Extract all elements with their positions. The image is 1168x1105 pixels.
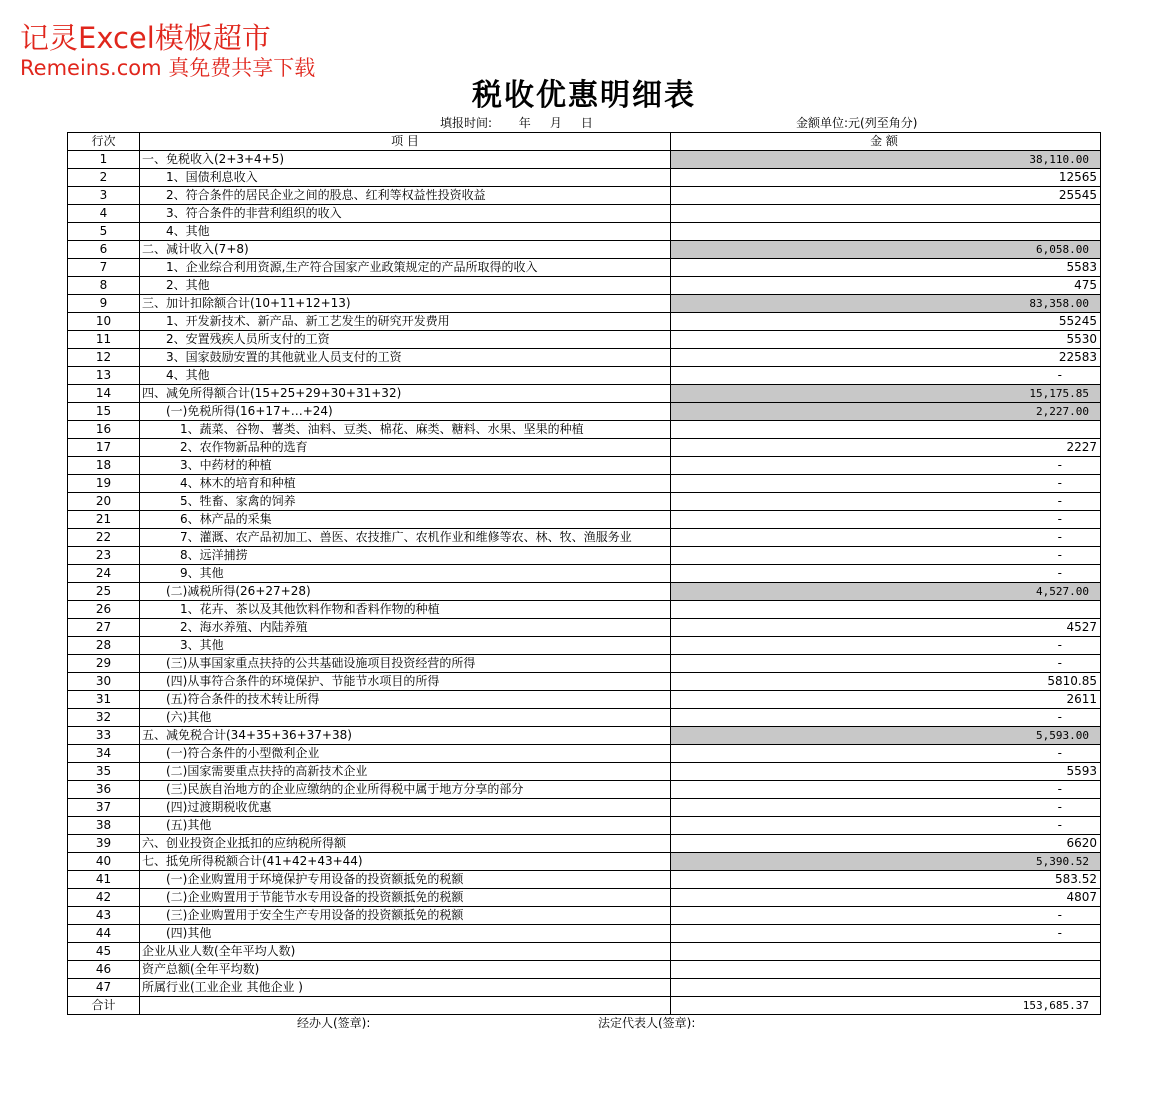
row-number: 45 — [68, 943, 140, 961]
table-row — [68, 547, 1101, 565]
table-row — [68, 781, 1101, 799]
total-row — [68, 997, 1101, 1015]
row-amount — [671, 943, 1101, 961]
row-item: 2、安置残疾人员所支付的工资 — [140, 331, 671, 349]
row-number: 35 — [68, 763, 140, 781]
total-label: 合计 — [68, 997, 140, 1015]
row-amount — [671, 421, 1101, 439]
row-amount: - — [671, 907, 1101, 925]
row-number: 1 — [68, 151, 140, 169]
table-row — [68, 169, 1101, 187]
row-number: 2 — [68, 169, 140, 187]
row-amount: 4,527.00 — [671, 583, 1101, 601]
table-row — [68, 727, 1101, 745]
row-amount: 2611 — [671, 691, 1101, 709]
row-item: (五)符合条件的技术转让所得 — [140, 691, 671, 709]
row-item: (三)民族自治地方的企业应缴纳的企业所得税中属于地方分享的部分 — [140, 781, 671, 799]
row-number: 15 — [68, 403, 140, 421]
header-no: 行次 — [68, 133, 140, 151]
row-item: (六)其他 — [140, 709, 671, 727]
row-item: 1、蔬菜、谷物、薯类、油料、豆类、棉花、麻类、糖料、水果、坚果的种植 — [140, 421, 671, 439]
row-amount: 25545 — [671, 187, 1101, 205]
row-amount: 15,175.85 — [671, 385, 1101, 403]
row-number: 23 — [68, 547, 140, 565]
row-number: 6 — [68, 241, 140, 259]
row-item: 3、符合条件的非营利组织的收入 — [140, 205, 671, 223]
table-row — [68, 493, 1101, 511]
row-amount: - — [671, 565, 1101, 583]
row-number: 26 — [68, 601, 140, 619]
row-item: 二、减计收入(7+8) — [140, 241, 671, 259]
table-row — [68, 529, 1101, 547]
row-amount: 5530 — [671, 331, 1101, 349]
row-amount — [671, 205, 1101, 223]
row-item: 一、免税收入(2+3+4+5) — [140, 151, 671, 169]
row-amount: - — [671, 817, 1101, 835]
row-amount: 5593 — [671, 763, 1101, 781]
row-amount: 2227 — [671, 439, 1101, 457]
row-number: 25 — [68, 583, 140, 601]
row-item: 2、农作物新品种的选育 — [140, 439, 671, 457]
row-number: 47 — [68, 979, 140, 997]
tax-table — [67, 132, 1101, 1015]
page-title: 税收优惠明细表 — [472, 78, 696, 113]
row-amount: - — [671, 709, 1101, 727]
row-amount: 38,110.00 — [671, 151, 1101, 169]
header-item: 项 目 — [140, 133, 671, 151]
row-amount: - — [671, 511, 1101, 529]
table-row — [68, 745, 1101, 763]
row-amount — [671, 601, 1101, 619]
table-row — [68, 223, 1101, 241]
fill-time: 填报时间: 年 月 日 — [440, 116, 593, 130]
row-amount: - — [671, 637, 1101, 655]
row-item: (二)国家需要重点扶持的高新技术企业 — [140, 763, 671, 781]
table-row — [68, 961, 1101, 979]
row-number: 14 — [68, 385, 140, 403]
row-item: (二)企业购置用于节能节水专用设备的投资额抵免的税额 — [140, 889, 671, 907]
row-item: 五、减免税合计(34+35+36+37+38) — [140, 727, 671, 745]
table-row — [68, 835, 1101, 853]
row-amount: 6,058.00 — [671, 241, 1101, 259]
row-amount: 12565 — [671, 169, 1101, 187]
row-amount: - — [671, 655, 1101, 673]
row-amount: - — [671, 457, 1101, 475]
row-amount: 5,593.00 — [671, 727, 1101, 745]
row-item: 9、其他 — [140, 565, 671, 583]
row-number: 7 — [68, 259, 140, 277]
row-amount: 4807 — [671, 889, 1101, 907]
table-row — [68, 475, 1101, 493]
row-item: 3、其他 — [140, 637, 671, 655]
header-amount: 金 额 — [671, 133, 1101, 151]
row-item: (一)符合条件的小型微利企业 — [140, 745, 671, 763]
total-item-cell — [140, 997, 671, 1015]
row-number: 41 — [68, 871, 140, 889]
table-row — [68, 295, 1101, 313]
row-amount: 5810.85 — [671, 673, 1101, 691]
row-number: 33 — [68, 727, 140, 745]
row-number: 16 — [68, 421, 140, 439]
row-number: 24 — [68, 565, 140, 583]
table-row — [68, 619, 1101, 637]
row-number: 37 — [68, 799, 140, 817]
row-number: 22 — [68, 529, 140, 547]
table-row — [68, 187, 1101, 205]
row-number: 20 — [68, 493, 140, 511]
row-number: 31 — [68, 691, 140, 709]
row-number: 39 — [68, 835, 140, 853]
table-row — [68, 799, 1101, 817]
row-item: (四)其他 — [140, 925, 671, 943]
table-row — [68, 637, 1101, 655]
row-amount: - — [671, 745, 1101, 763]
table-row — [68, 241, 1101, 259]
table-row — [68, 565, 1101, 583]
row-item: 资产总额(全年平均数) — [140, 961, 671, 979]
row-item: (二)减税所得(26+27+28) — [140, 583, 671, 601]
table-row — [68, 367, 1101, 385]
row-number: 38 — [68, 817, 140, 835]
row-amount: - — [671, 781, 1101, 799]
row-item: 2、海水养殖、内陆养殖 — [140, 619, 671, 637]
row-number: 43 — [68, 907, 140, 925]
row-amount: 83,358.00 — [671, 295, 1101, 313]
row-number: 11 — [68, 331, 140, 349]
table-row — [68, 385, 1101, 403]
row-amount: 475 — [671, 277, 1101, 295]
row-number: 30 — [68, 673, 140, 691]
header-row — [68, 133, 1101, 151]
row-amount: 22583 — [671, 349, 1101, 367]
row-number: 46 — [68, 961, 140, 979]
row-amount — [671, 979, 1101, 997]
table-row — [68, 889, 1101, 907]
row-number: 40 — [68, 853, 140, 871]
row-number: 42 — [68, 889, 140, 907]
row-amount: - — [671, 475, 1101, 493]
table-row — [68, 349, 1101, 367]
table-row — [68, 331, 1101, 349]
row-item: 3、国家鼓励安置的其他就业人员支付的工资 — [140, 349, 671, 367]
table-row — [68, 763, 1101, 781]
row-item: 企业从业人数(全年平均人数) — [140, 943, 671, 961]
legal-rep-signature: 法定代表人(签章): — [598, 1016, 696, 1030]
row-item: 四、减免所得额合计(15+25+29+30+31+32) — [140, 385, 671, 403]
table-row — [68, 925, 1101, 943]
table-row — [68, 673, 1101, 691]
table-row — [68, 259, 1101, 277]
table-row — [68, 421, 1101, 439]
table-row — [68, 817, 1101, 835]
row-number: 29 — [68, 655, 140, 673]
row-amount: - — [671, 493, 1101, 511]
table-row — [68, 439, 1101, 457]
row-item: 七、抵免所得税额合计(41+42+43+44) — [140, 853, 671, 871]
row-item: 5、牲畜、家禽的饲养 — [140, 493, 671, 511]
row-number: 3 — [68, 187, 140, 205]
row-item: 4、其他 — [140, 223, 671, 241]
row-amount: - — [671, 547, 1101, 565]
row-amount: - — [671, 529, 1101, 547]
row-item: 1、开发新技术、新产品、新工艺发生的研究开发费用 — [140, 313, 671, 331]
row-amount — [671, 223, 1101, 241]
row-item: 4、其他 — [140, 367, 671, 385]
row-number: 13 — [68, 367, 140, 385]
row-item: (四)从事符合条件的环境保护、节能节水项目的所得 — [140, 673, 671, 691]
handler-signature: 经办人(签章): — [297, 1016, 371, 1030]
amount-unit: 金额单位:元(列至角分) — [796, 116, 918, 130]
row-number: 32 — [68, 709, 140, 727]
row-item: (五)其他 — [140, 817, 671, 835]
total-amount: 153,685.37 — [671, 997, 1101, 1015]
watermark-line2: Remeins.com 真免费共享下载 — [20, 56, 316, 80]
row-amount: 583.52 — [671, 871, 1101, 889]
row-item: (一)企业购置用于环境保护专用设备的投资额抵免的税额 — [140, 871, 671, 889]
row-item: 1、企业综合利用资源,生产符合国家产业政策规定的产品所取得的收入 — [140, 259, 671, 277]
row-item: 7、灌溉、农产品初加工、兽医、农技推广、农机作业和维修等农、林、牧、渔服务业 — [140, 529, 671, 547]
row-item: (一)免税所得(16+17+…+24) — [140, 403, 671, 421]
table-row — [68, 277, 1101, 295]
row-item: 2、符合条件的居民企业之间的股息、红利等权益性投资收益 — [140, 187, 671, 205]
table-row — [68, 871, 1101, 889]
table-row — [68, 979, 1101, 997]
row-amount — [671, 961, 1101, 979]
row-item: 2、其他 — [140, 277, 671, 295]
row-item: 六、创业投资企业抵扣的应纳税所得额 — [140, 835, 671, 853]
row-item: 所属行业(工业企业 其他企业 ) — [140, 979, 671, 997]
row-number: 8 — [68, 277, 140, 295]
row-number: 34 — [68, 745, 140, 763]
table-row — [68, 943, 1101, 961]
table-row — [68, 457, 1101, 475]
row-item: (四)过渡期税收优惠 — [140, 799, 671, 817]
table-row — [68, 601, 1101, 619]
row-amount: - — [671, 799, 1101, 817]
row-amount: 5,390.52 — [671, 853, 1101, 871]
row-number: 18 — [68, 457, 140, 475]
row-item: 1、国债利息收入 — [140, 169, 671, 187]
table-row — [68, 655, 1101, 673]
table-row — [68, 205, 1101, 223]
row-item: 6、林产品的采集 — [140, 511, 671, 529]
row-number: 19 — [68, 475, 140, 493]
row-amount: 6620 — [671, 835, 1101, 853]
row-item: 3、中药材的种植 — [140, 457, 671, 475]
row-number: 44 — [68, 925, 140, 943]
table-row — [68, 511, 1101, 529]
table-row — [68, 151, 1101, 169]
row-item: 三、加计扣除额合计(10+11+12+13) — [140, 295, 671, 313]
row-number: 36 — [68, 781, 140, 799]
row-number: 27 — [68, 619, 140, 637]
row-number: 17 — [68, 439, 140, 457]
table-row — [68, 583, 1101, 601]
row-number: 5 — [68, 223, 140, 241]
table-row — [68, 709, 1101, 727]
row-number: 28 — [68, 637, 140, 655]
row-amount: 2,227.00 — [671, 403, 1101, 421]
table-row — [68, 691, 1101, 709]
table-row — [68, 907, 1101, 925]
row-number: 21 — [68, 511, 140, 529]
row-amount: 55245 — [671, 313, 1101, 331]
row-number: 12 — [68, 349, 140, 367]
table-row — [68, 853, 1101, 871]
row-item: 1、花卉、茶以及其他饮料作物和香料作物的种植 — [140, 601, 671, 619]
row-amount: 4527 — [671, 619, 1101, 637]
row-number: 4 — [68, 205, 140, 223]
table-row — [68, 403, 1101, 421]
row-amount: - — [671, 925, 1101, 943]
watermark-line1: 记灵Excel模板超市 — [20, 21, 271, 55]
row-number: 10 — [68, 313, 140, 331]
row-number: 9 — [68, 295, 140, 313]
row-amount: 5583 — [671, 259, 1101, 277]
row-item: 8、远洋捕捞 — [140, 547, 671, 565]
table-row — [68, 313, 1101, 331]
row-amount: - — [671, 367, 1101, 385]
row-item: (三)从事国家重点扶持的公共基础设施项目投资经营的所得 — [140, 655, 671, 673]
row-item: (三)企业购置用于安全生产专用设备的投资额抵免的税额 — [140, 907, 671, 925]
row-item: 4、林木的培育和种植 — [140, 475, 671, 493]
